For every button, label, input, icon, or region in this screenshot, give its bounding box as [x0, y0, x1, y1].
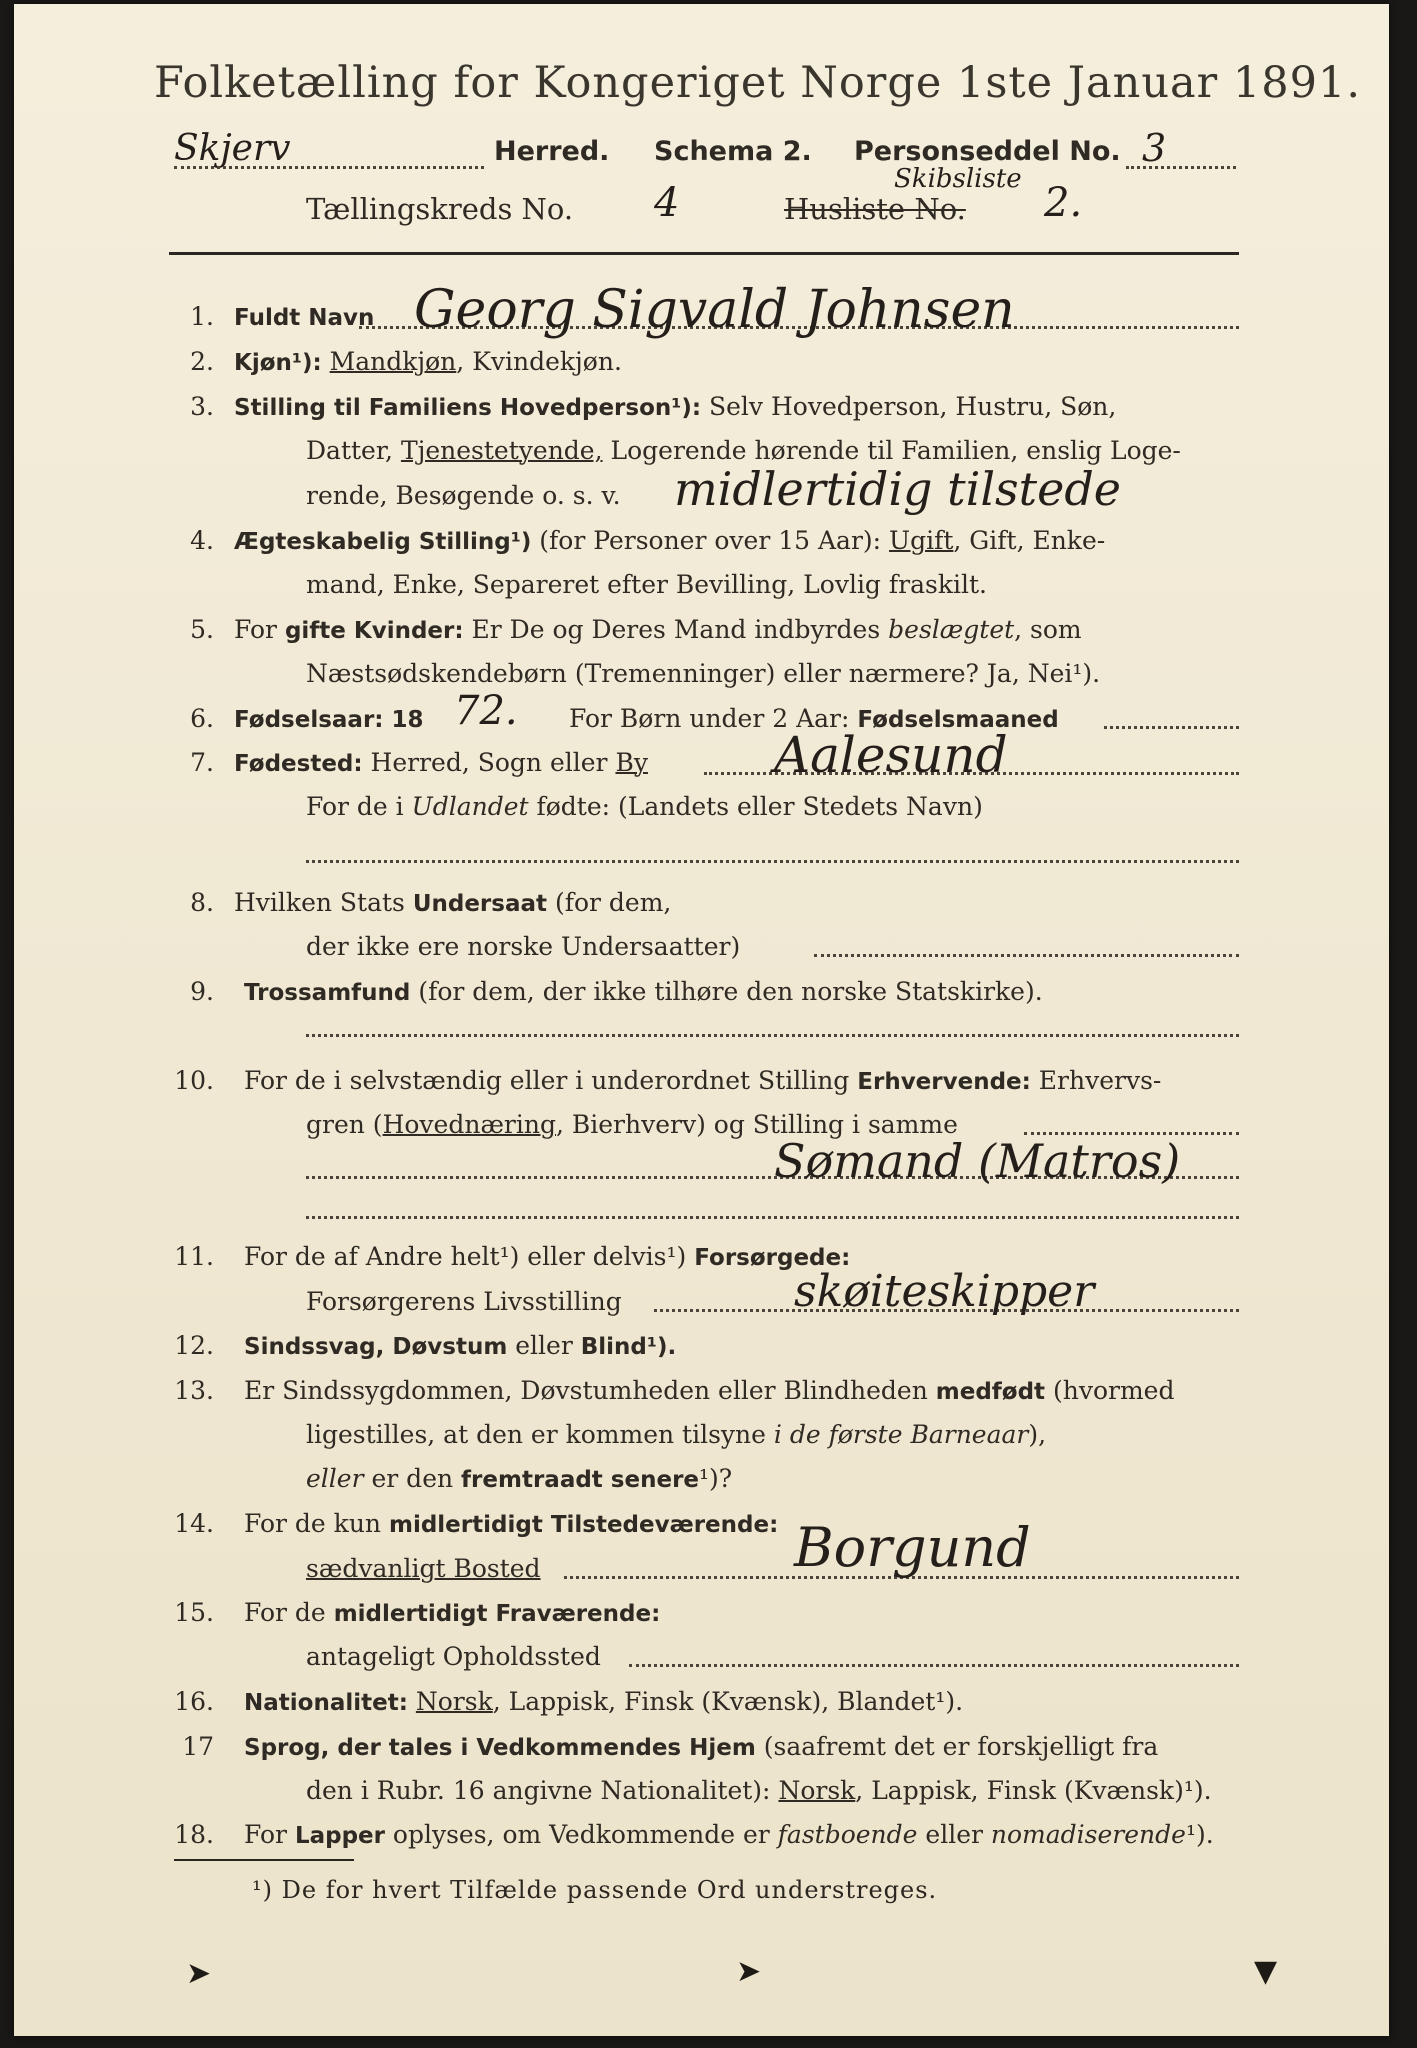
- item-text: , Kvindekjøn.: [456, 347, 622, 376]
- selected-option: sædvanligt Bosted: [306, 1554, 541, 1583]
- item-text: ¹).: [1185, 1820, 1214, 1849]
- item-text: For: [234, 615, 285, 644]
- item-text: Forsørgerens Livsstilling: [306, 1287, 622, 1316]
- item-text: eller: [917, 1820, 991, 1849]
- item-text: For de i selvstændig eller i underordnet Stilling: [244, 1066, 858, 1095]
- item-text: Erhvervs-: [1030, 1066, 1162, 1095]
- pin-mark-icon: ➤: [186, 1956, 212, 1991]
- item-number: 13.: [174, 1376, 214, 1405]
- item-label: Fødested:: [234, 751, 363, 777]
- item-text: fastboende: [777, 1820, 918, 1849]
- husliste-value: 2.: [1044, 180, 1083, 226]
- census-form: [14, 4, 1389, 2036]
- item-text: (for dem,: [547, 888, 672, 917]
- item-text: , Lappisk, Finsk (Kvænsk)¹).: [855, 1776, 1212, 1805]
- item-text: Næstsødskendebørn (Tremenninger) eller nærmere? Ja, Nei¹).: [306, 659, 1101, 688]
- item-text: nomadiserende: [990, 1820, 1186, 1849]
- header-divider: [169, 252, 1239, 255]
- item-text: , som: [1014, 615, 1082, 644]
- husliste-label: Husliste No.: [784, 192, 966, 226]
- item-text: Hvilken Stats: [234, 888, 413, 917]
- item-label: Sindssvag, Døvstum: [244, 1334, 508, 1360]
- item-text: antageligt Opholdssted: [306, 1642, 601, 1671]
- item-text: mand, Enke, Separeret efter Bevilling, Lovlig fraskilt.: [306, 570, 987, 599]
- item-text: der ikke ere norske Undersaatter): [306, 932, 741, 961]
- item-text: For: [244, 1820, 295, 1849]
- item-text: den i Rubr. 16 angivne Nationalitet):: [306, 1776, 779, 1805]
- item-text: ),: [1028, 1420, 1047, 1449]
- item-number: 6.: [190, 704, 214, 733]
- item-label: fremtraadt senere: [461, 1467, 700, 1493]
- item-number: 2.: [190, 347, 214, 376]
- item-number: 16.: [174, 1687, 214, 1716]
- selected-option: Hovednæring: [382, 1110, 556, 1139]
- item-label: Sprog, der tales i Vedkommendes Hjem: [244, 1735, 756, 1761]
- item-label: Nationalitet:: [244, 1690, 408, 1716]
- item-number: 17: [182, 1732, 214, 1761]
- provider-value: skøiteskipper: [794, 1266, 1095, 1317]
- item-text: (hvormed: [1045, 1376, 1175, 1405]
- item-text: Logerende hørende til Familien, enslig Loge-: [602, 436, 1181, 465]
- item-text: Er Sindssygdommen, Døvstumheden eller Blindheden: [244, 1376, 936, 1405]
- item-number: 4.: [190, 526, 214, 555]
- item-label: Stilling til Familiens Hovedperson¹):: [234, 395, 702, 421]
- selected-option: Ugift: [889, 526, 954, 555]
- stilling-value: midlertidig tilstede: [674, 462, 1122, 516]
- item-text: i de første Barneaar: [773, 1420, 1029, 1449]
- selected-option: Tjenestetyende,: [400, 436, 603, 465]
- item-text: Selv Hovedperson, Hustru, Søn,: [701, 392, 1117, 421]
- herred-value: Skjerv: [174, 128, 291, 169]
- item-label: medfødt: [935, 1379, 1046, 1405]
- residence-value: Borgund: [794, 1516, 1031, 1579]
- item-label: Ægteskabelig Stilling¹): [234, 529, 532, 555]
- item-text: gren (: [306, 1110, 383, 1139]
- skibsliste-note: Skibsliste: [894, 164, 1022, 194]
- item-text: Udlandet: [411, 792, 529, 821]
- item-label: Fuldt Navn: [234, 305, 375, 331]
- item-label: Lapper: [294, 1823, 385, 1849]
- item-text: For de kun: [244, 1509, 389, 1538]
- item-text: Er De og Deres Mand indbyrdes: [463, 615, 889, 644]
- item-number: 15.: [174, 1598, 214, 1627]
- dotted-line: [306, 860, 1239, 863]
- item-text: eller: [507, 1331, 581, 1360]
- item-number: 5.: [190, 615, 214, 644]
- dotted-line: [306, 1216, 1239, 1219]
- item-label: Fødselsaar: 18: [234, 707, 424, 733]
- item-label: Trossamfund: [244, 980, 411, 1006]
- dotted-line: [629, 1664, 1239, 1667]
- item-number: 1.: [190, 302, 214, 331]
- footnote: ¹) De for hvert Tilfælde passende Ord understreges.: [252, 1876, 938, 1904]
- herred-label: Herred.: [494, 136, 610, 167]
- pin-mark-icon: ▼: [1254, 1954, 1278, 1989]
- form-title: Folketælling for Kongeriget Norge 1ste Januar 1891.: [154, 58, 1362, 108]
- item-text: Herred, Sogn eller: [362, 748, 616, 777]
- birth-year-value: 72.: [454, 688, 518, 734]
- selected-option: By: [615, 748, 648, 777]
- item-label: Erhvervende:: [857, 1069, 1031, 1095]
- item-label: Fødselsmaaned: [857, 707, 1059, 733]
- item-text: For de: [244, 1598, 334, 1627]
- item-text: eller: [306, 1464, 364, 1493]
- item-text: , Gift, Enke-: [953, 526, 1106, 555]
- selected-option: Norsk: [778, 1776, 856, 1805]
- schema-label: Schema 2.: [654, 136, 812, 167]
- item-number: 10.: [174, 1066, 214, 1095]
- item-text: beslægtet: [888, 615, 1015, 644]
- item-text: For de i: [306, 792, 412, 821]
- dotted-line: [174, 166, 484, 169]
- pin-mark-icon: ➤: [736, 1954, 762, 1989]
- dotted-line: [1126, 166, 1236, 169]
- footnote-divider: [174, 1859, 354, 1861]
- personseddel-value: 3: [1142, 126, 1167, 170]
- item-text: Datter,: [306, 436, 401, 465]
- birthplace-value: Aalesund: [774, 726, 1008, 784]
- item-number: 12.: [174, 1331, 214, 1360]
- item-label: Forsørgede:: [694, 1245, 851, 1271]
- item-text: oplyses, om Vedkommende er: [384, 1820, 778, 1849]
- item-number: 7.: [190, 748, 214, 777]
- item-number: 11.: [174, 1242, 214, 1271]
- item-number: 14.: [174, 1509, 214, 1538]
- item-label: Undersaat: [412, 891, 547, 917]
- item-text: , Lappisk, Finsk (Kvænsk), Blandet¹).: [492, 1687, 964, 1716]
- full-name-value: Georg Sigvald Johnsen: [414, 280, 1015, 340]
- item-text: fødte: (Landets eller Stedets Navn): [528, 792, 983, 821]
- item-text: For Børn under 2 Aar:: [569, 704, 858, 733]
- dotted-line: [814, 954, 1239, 957]
- item-text: ¹)?: [699, 1464, 733, 1493]
- selected-option: Norsk: [415, 1687, 493, 1716]
- item-text: ligestilles, at den er kommen tilsyne: [306, 1420, 774, 1449]
- item-number: 8.: [190, 888, 214, 917]
- item-number: 9.: [190, 977, 214, 1006]
- item-text: (for Personer over 15 Aar):: [531, 526, 890, 555]
- item-text: , Bierhverv) og Stilling i samme: [556, 1110, 958, 1139]
- item-text: (for dem, der ikke tilhøre den norske Statskirke).: [410, 977, 1043, 1006]
- occupation-value: Sømand (Matros): [774, 1134, 1181, 1188]
- item-number: 3.: [190, 392, 214, 421]
- item-label: gifte Kvinder:: [284, 618, 464, 644]
- selected-option: Mandkjøn: [329, 347, 457, 376]
- taellingskreds-label: Tællingskreds No.: [306, 192, 574, 226]
- item-label: midlertidigt Fraværende:: [333, 1601, 661, 1627]
- item-text: For de af Andre helt¹) eller delvis¹): [244, 1242, 695, 1271]
- dotted-line: [306, 1034, 1239, 1037]
- item-label: Kjøn¹):: [234, 350, 322, 376]
- item-text: rende, Besøgende o. s. v.: [306, 481, 621, 510]
- taellingskreds-value: 4: [654, 180, 680, 226]
- personseddel-label: Personseddel No.: [854, 136, 1121, 167]
- item-text: er den: [363, 1464, 462, 1493]
- item-label: Blind¹).: [580, 1334, 677, 1360]
- dotted-line: [1104, 726, 1239, 729]
- item-number: 18.: [174, 1820, 214, 1849]
- item-text: (saafremt det er forskjelligt fra: [755, 1732, 1159, 1761]
- item-label: midlertidigt Tilstedeværende:: [388, 1512, 779, 1538]
